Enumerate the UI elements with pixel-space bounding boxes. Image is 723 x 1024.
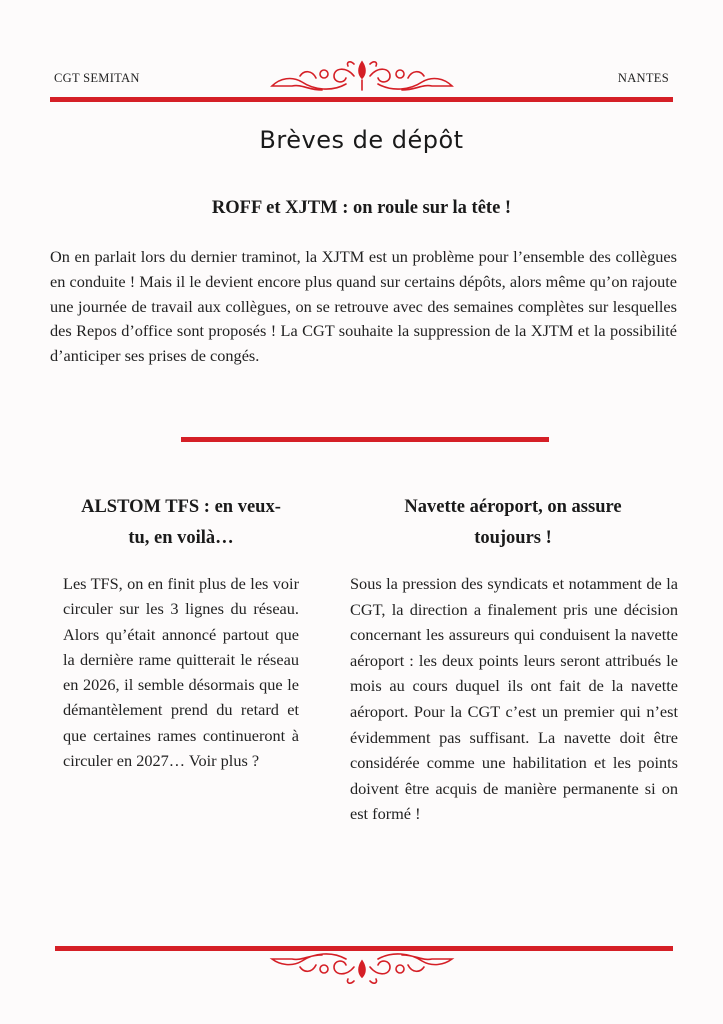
header-right-label: NANTES bbox=[617, 71, 669, 85]
left-article-heading: ALSTOM TFS : en veux-tu, en voilà… bbox=[81, 497, 281, 548]
middle-rule bbox=[181, 437, 549, 442]
top-rule bbox=[50, 97, 673, 102]
left-article-body: Les TFS, on en finit plus de les voir circuler sur les 3 lignes du réseau. Alors qu’était annoncé partout que la dernière rame quitterait le réseau en 2026, il semble désormais que le démantèlement prend du retard et que certaines rames continueront à circuler en 2027… Voir plus ? bbox=[63, 574, 299, 771]
bottom-ornament-icon bbox=[262, 953, 462, 989]
header-left-label: CGT SEMITAN bbox=[54, 71, 140, 85]
main-article-heading: ROFF et XJTM : on roule sur la tête ! bbox=[211, 198, 512, 218]
bottom-rule bbox=[55, 946, 673, 951]
page-title: Brèves de dépôt bbox=[259, 126, 464, 154]
right-article-heading: Navette aéroport, on assure toujours ! bbox=[404, 497, 622, 548]
top-ornament-icon bbox=[262, 56, 462, 96]
main-article-body: On en parlait lors du dernier traminot, la XJTM est un problème pour l’ensemble des collègues en conduite ! Mais il le devient encore plus quand sur certains dépôts, alors même qu’on rajoute une journée de travail aux collègues, on se retrouve avec des semaines complètes sur lesquelles des Repos d’office sont proposés ! La CGT souhaite la suppression de la XJTM et la possibilité d’anticiper ses prises de congés. bbox=[50, 247, 677, 366]
right-article-body: Sous la pression des syndicats et notamment de la CGT, la direction a finalement pris une décision concernant les assureurs qui conduisent la navette aéroport : les deux points leurs seront attribués le mois au cours duquel ils ont fait de la navette aéroport. Pour la CGT c’est un premier qui n’est évidemment pas suffisant. La navette doit être considérée comme une habilitation et les points doivent être acquis de manière permanente si on est formé ! bbox=[350, 574, 678, 824]
